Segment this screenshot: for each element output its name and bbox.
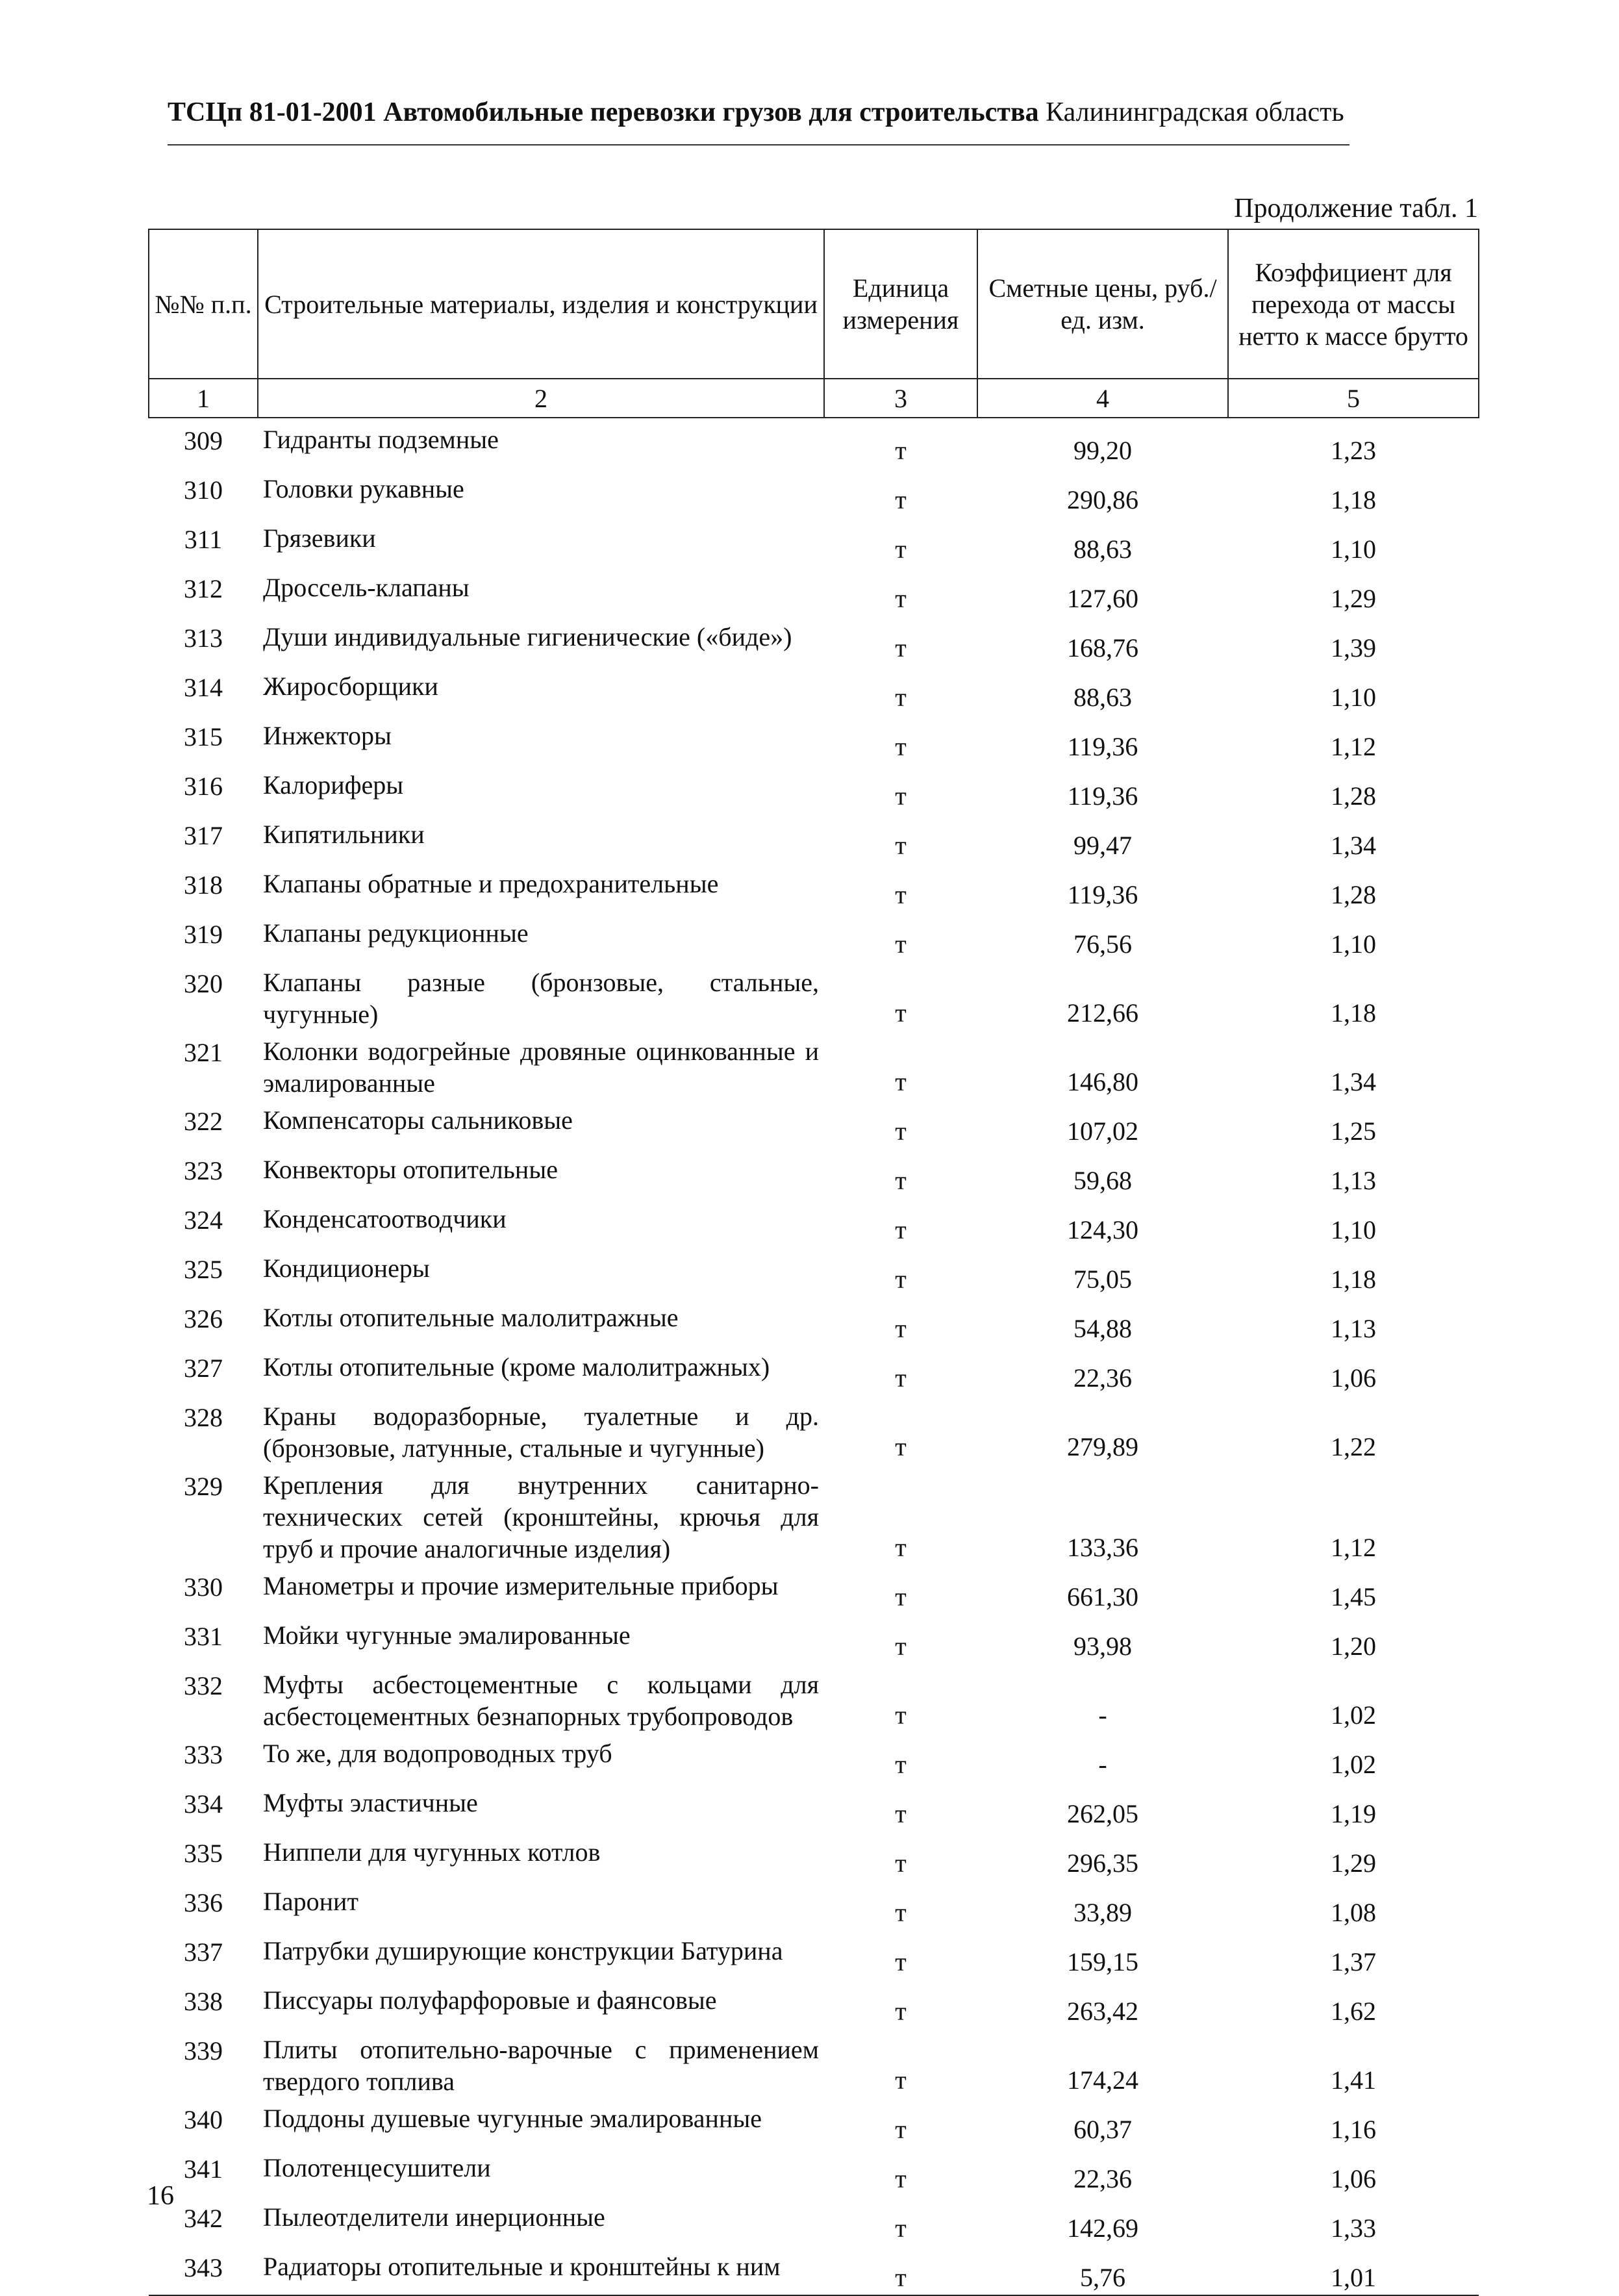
table-row [149, 616, 1479, 665]
row-coefficient: 1,06 [1331, 2164, 1376, 2193]
col-header-material: Строительные материалы, изделия и конструкции [258, 229, 824, 379]
row-material-name: Паронит [263, 1887, 358, 1916]
row-number: 323 [184, 1156, 223, 1185]
col-number-2: 2 [258, 379, 824, 418]
table-row [149, 2196, 1479, 2245]
row-coefficient: 1,10 [1331, 1215, 1376, 1244]
row-number: 339 [184, 2036, 223, 2065]
row-unit: т [895, 683, 907, 712]
row-unit: т [895, 1432, 907, 1461]
row-coefficient: 1,28 [1331, 880, 1376, 909]
row-coefficient: 1,08 [1331, 1898, 1376, 1927]
row-price: 75,05 [1073, 1265, 1132, 1294]
row-number: 325 [184, 1255, 223, 1284]
table-row [149, 566, 1479, 616]
row-coefficient: 1,12 [1331, 1533, 1376, 1562]
table-continuation-label: Продолжение табл. 1 [1234, 194, 1478, 223]
row-unit: т [895, 1848, 907, 1878]
table-row [149, 961, 1479, 1030]
row-price: 76,56 [1073, 929, 1132, 959]
row-coefficient: 1,28 [1331, 781, 1376, 811]
row-price: 124,30 [1067, 1215, 1138, 1244]
row-price: 99,20 [1073, 436, 1132, 465]
row-number: 316 [184, 772, 223, 801]
table-row [149, 2097, 1479, 2147]
table-row [149, 1099, 1479, 1148]
row-price: 174,24 [1067, 2065, 1138, 2095]
row-coefficient: 1,62 [1331, 1997, 1376, 2026]
row-material-name: Кипятильники [263, 820, 425, 849]
row-material-name: Калориферы [263, 770, 404, 800]
row-unit: т [895, 998, 907, 1028]
table-row [149, 1614, 1479, 1663]
table-row [149, 912, 1479, 961]
row-material-name: Пылеотделители инерционные [263, 2202, 605, 2232]
row-unit: т [895, 1116, 907, 1146]
row-coefficient: 1,10 [1331, 929, 1376, 959]
row-unit: т [895, 1166, 907, 1195]
table-row [149, 1979, 1479, 2028]
row-price: - [1098, 1700, 1107, 1730]
table-row [149, 1148, 1479, 1198]
row-unit: т [895, 1265, 907, 1294]
table-row [149, 1247, 1479, 1296]
row-price: 290,86 [1067, 485, 1138, 514]
row-price: 146,80 [1067, 1067, 1138, 1096]
row-material-name: Компенсаторы сальниковые [263, 1105, 573, 1135]
row-coefficient: 1,06 [1331, 1363, 1376, 1393]
row-coefficient: 1,29 [1331, 584, 1376, 613]
row-unit: т [895, 1632, 907, 1661]
row-number: 331 [184, 1622, 223, 1651]
row-coefficient: 1,10 [1331, 683, 1376, 712]
table-row [149, 2028, 1479, 2097]
row-number: 340 [184, 2105, 223, 2134]
row-number: 320 [184, 969, 223, 998]
col-number-1: 1 [149, 379, 258, 418]
row-coefficient: 1,13 [1331, 1166, 1376, 1195]
row-number: 326 [184, 1304, 223, 1333]
row-price: 168,76 [1067, 633, 1138, 662]
table-row [149, 2245, 1479, 2295]
row-material-name: Дроссель-клапаны [263, 573, 470, 602]
row-coefficient: 1,02 [1331, 1750, 1376, 1779]
row-material-name: Клапаны разные (бронзовые, стальные, чугунные) [263, 968, 819, 1029]
row-price: 279,89 [1067, 1432, 1138, 1461]
table-row [149, 863, 1479, 912]
row-unit: т [895, 2115, 907, 2144]
row-number: 327 [184, 1354, 223, 1383]
row-price: 296,35 [1067, 1848, 1138, 1878]
col-number-3: 3 [824, 379, 977, 418]
table-row [149, 1880, 1479, 1930]
row-coefficient: 1,02 [1331, 1700, 1376, 1730]
row-material-name: Ниппели для чугунных котлов [263, 1837, 601, 1867]
row-price: 88,63 [1073, 683, 1132, 712]
row-material-name: Жиросборщики [263, 672, 438, 701]
row-number: 328 [184, 1403, 223, 1432]
row-price: 22,36 [1073, 1363, 1132, 1393]
row-number: 319 [184, 920, 223, 949]
row-number: 321 [184, 1038, 223, 1067]
row-number: 312 [184, 574, 223, 603]
row-number: 322 [184, 1107, 223, 1136]
row-material-name: Муфты эластичные [263, 1788, 478, 1817]
table-row [149, 1030, 1479, 1099]
row-number: 338 [184, 1987, 223, 2016]
row-price: 22,36 [1073, 2164, 1132, 2193]
row-material-name: Плиты отопительно-варочные с применением твердого топлива [263, 2035, 819, 2096]
row-number: 330 [184, 1572, 223, 1602]
table-row [149, 468, 1479, 517]
row-price: 5,76 [977, 2245, 1228, 2295]
row-material-name: Поддоны душевые чугунные эмалированные [263, 2104, 762, 2133]
col-header-coefficient: Коэффициент для перехода от массы нетто к массе брутто [1228, 229, 1479, 379]
row-unit: т [895, 732, 907, 761]
header-rule [168, 144, 1349, 145]
row-coefficient: 1,18 [1331, 485, 1376, 514]
header-bold-title: ТСЦп 81-01-2001 Автомобильные перевозки грузов для строительства [168, 97, 1039, 127]
row-unit: т [895, 1898, 907, 1927]
table-row [149, 714, 1479, 764]
row-coefficient: 1,18 [1331, 1265, 1376, 1294]
row-price: 661,30 [1067, 1582, 1138, 1611]
row-material-name: Крепления для внутренних санитарно-технических сетей (кронштейны, крючья для труб и прочие аналогичные изделия) [263, 1470, 819, 1563]
row-material-name: Клапаны обратные и предохранительные [263, 869, 719, 898]
row-number: 333 [184, 1740, 223, 1769]
row-price: 142,69 [1067, 2214, 1138, 2243]
row-price: 212,66 [1067, 998, 1138, 1028]
table-row [149, 1930, 1479, 1979]
row-coefficient: 1,16 [1331, 2115, 1376, 2144]
col-header-price: Сметные цены, руб./ед. изм. [977, 229, 1228, 379]
row-coefficient: 1,37 [1331, 1947, 1376, 1976]
row-material-name: Муфты асбестоцементные с кольцами для асбестоцементных безнапорных трубопроводов [263, 1670, 819, 1731]
row-number: 311 [184, 525, 223, 554]
table-row [149, 1346, 1479, 1395]
row-number: 341 [184, 2154, 223, 2184]
row-material-name: Полотенцесушители [263, 2153, 491, 2182]
row-coefficient: 1,45 [1331, 1582, 1376, 1611]
row-unit: т [895, 2164, 907, 2193]
row-coefficient: 1,41 [1331, 2065, 1376, 2095]
row-material-name: Мойки чугунные эмалированные [263, 1621, 631, 1650]
row-price: 88,63 [1073, 535, 1132, 564]
table-row [149, 1831, 1479, 1880]
row-coefficient: 1,29 [1331, 1848, 1376, 1878]
row-number: 324 [184, 1205, 223, 1235]
row-number: 310 [184, 475, 223, 505]
row-price: 263,42 [1067, 1997, 1138, 2026]
row-coefficient: 1,33 [1331, 2214, 1376, 2243]
row-coefficient: 1,34 [1331, 1067, 1376, 1096]
row-unit: т [895, 2214, 907, 2243]
row-unit: т [895, 831, 907, 860]
row-material-name: Конденсатоотводчики [263, 1204, 507, 1233]
document-header [168, 96, 1349, 129]
row-material-name: Гидранты подземные [263, 425, 499, 454]
row-material-name: Манометры и прочие измерительные приборы [263, 1571, 779, 1600]
materials-table [148, 229, 1479, 2296]
row-unit: т [895, 929, 907, 959]
row-unit: т [895, 1700, 907, 1730]
row-price: 119,36 [1067, 732, 1138, 761]
page-number: 16 [147, 2181, 174, 2211]
row-material-name: Патрубки душирующие конструкции Батурина [263, 1936, 783, 1965]
row-number: 314 [184, 673, 223, 702]
row-unit: т [895, 584, 907, 613]
row-coefficient: 1,39 [1331, 633, 1376, 662]
row-number: 334 [184, 1789, 223, 1819]
table-row [149, 1565, 1479, 1614]
row-unit: т [895, 535, 907, 564]
row-coefficient: 1,23 [1331, 436, 1376, 465]
row-unit: т [895, 781, 907, 811]
row-material-name: Колонки водогрейные дровяные оцинкованные и эмалированные [263, 1037, 819, 1098]
row-price: 93,98 [1073, 1632, 1132, 1661]
row-coefficient: 1,34 [1331, 831, 1376, 860]
row-coefficient: 1,12 [1331, 732, 1376, 761]
row-number: 336 [184, 1888, 223, 1917]
row-material-name: Кондиционеры [263, 1254, 430, 1283]
row-number: 342 [184, 2204, 223, 2233]
row-material-name: То же, для водопроводных труб [263, 1739, 612, 1768]
row-price: 159,15 [1067, 1947, 1138, 1976]
table-row [149, 2147, 1479, 2196]
row-unit: т [895, 1799, 907, 1828]
table-header-row [149, 229, 1479, 379]
row-price: 262,05 [1067, 1799, 1138, 1828]
row-number: 343 [149, 2245, 258, 2295]
row-price: 119,36 [1067, 781, 1138, 811]
table-row [149, 1198, 1479, 1247]
row-number: 313 [184, 624, 223, 653]
row-unit: т [895, 436, 907, 465]
table-body [149, 418, 1479, 2295]
table-row [149, 517, 1479, 566]
row-unit: т [895, 2065, 907, 2095]
row-price: - [1098, 1750, 1107, 1779]
table-row [149, 1663, 1479, 1732]
row-price: 33,89 [1073, 1898, 1132, 1927]
row-coefficient: 1,13 [1331, 1314, 1376, 1343]
row-number: 335 [184, 1839, 223, 1868]
row-coefficient: 1,18 [1331, 998, 1376, 1028]
table-row [149, 1296, 1479, 1346]
row-price: 54,88 [1073, 1314, 1132, 1343]
row-number: 309 [184, 426, 223, 455]
row-number: 329 [184, 1472, 223, 1501]
row-coefficient: 1,01 [1228, 2245, 1479, 2295]
row-material-name: Клапаны редукционные [263, 918, 529, 948]
row-price: 59,68 [1073, 1166, 1132, 1195]
col-number-5: 5 [1228, 379, 1479, 418]
row-number: 317 [184, 821, 223, 850]
row-material-name: Краны водоразборные, туалетные и др. (бронзовые, латунные, стальные и чугунные) [263, 1402, 819, 1463]
row-price: 107,02 [1067, 1116, 1138, 1146]
row-unit: т [895, 1067, 907, 1096]
row-unit: т [895, 1363, 907, 1393]
row-price: 60,37 [1073, 2115, 1132, 2144]
col-header-number: №№ п.п. [149, 229, 258, 379]
row-unit: т [895, 633, 907, 662]
row-coefficient: 1,19 [1331, 1799, 1376, 1828]
row-material-name: Инжекторы [263, 721, 392, 750]
row-price: 127,60 [1067, 584, 1138, 613]
table-row [149, 1464, 1479, 1565]
row-material-name: Котлы отопительные (кроме малолитражных) [263, 1352, 770, 1381]
row-price: 133,36 [1067, 1533, 1138, 1562]
col-header-unit: Единица измерения [824, 229, 977, 379]
col-number-4: 4 [977, 379, 1228, 418]
table-column-numbers-row [149, 379, 1479, 418]
table-row [149, 418, 1479, 468]
row-unit: т [824, 2245, 977, 2295]
row-material-name: Котлы отопительные малолитражные [263, 1303, 679, 1332]
header-region: Калининградская область [1046, 97, 1344, 127]
row-unit: т [895, 880, 907, 909]
row-number: 337 [184, 1937, 223, 1967]
row-unit: т [895, 1997, 907, 2026]
table-row [149, 813, 1479, 863]
row-number: 318 [184, 870, 223, 900]
table-row [149, 764, 1479, 813]
row-coefficient: 1,20 [1331, 1632, 1376, 1661]
row-price: 99,47 [1073, 831, 1132, 860]
table-row [149, 1732, 1479, 1782]
row-material-name: Головки рукавные [263, 474, 464, 503]
row-unit: т [895, 485, 907, 514]
row-number: 315 [184, 722, 223, 751]
row-unit: т [895, 1215, 907, 1244]
row-material-name: Души индивидуальные гигиенические («биде») [263, 622, 792, 651]
row-material-name: Радиаторы отопительные и кронштейны к ним [258, 2245, 824, 2295]
table-row [149, 1782, 1479, 1831]
row-price: 119,36 [1067, 880, 1138, 909]
row-unit: т [895, 1750, 907, 1779]
table-row [149, 1395, 1479, 1464]
row-material-name: Писсуары полуфарфоровые и фаянсовые [263, 1986, 717, 2015]
row-material-name: Конвекторы отопительные [263, 1155, 558, 1184]
row-coefficient: 1,22 [1331, 1432, 1376, 1461]
row-unit: т [895, 1947, 907, 1976]
row-coefficient: 1,25 [1331, 1116, 1376, 1146]
row-unit: т [895, 1582, 907, 1611]
row-number: 332 [184, 1671, 223, 1700]
row-unit: т [895, 1314, 907, 1343]
row-coefficient: 1,10 [1331, 535, 1376, 564]
table-row [149, 665, 1479, 714]
row-unit: т [895, 1533, 907, 1562]
row-material-name: Грязевики [263, 524, 376, 553]
